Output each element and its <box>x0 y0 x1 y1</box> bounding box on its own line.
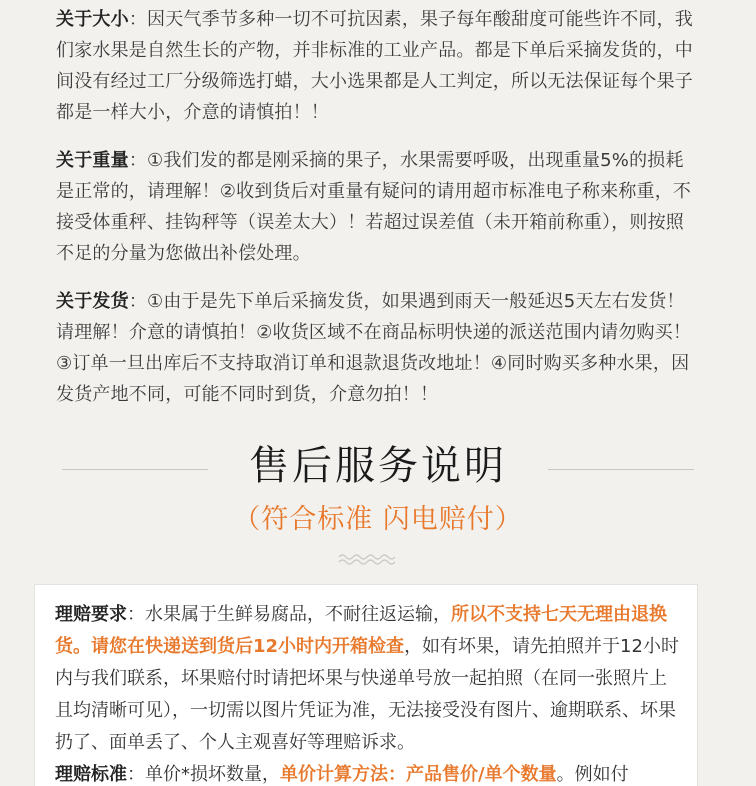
claims-requirements: 理赔要求：水果属于生鲜易腐品，不耐往返运输，所以不支持七天无理由退换货。请您在快递送到货后12小时内开箱检查，如有坏果，请先拍照并于12小时内与我们联系，坏果赔付时请把坏果与快递单号放一起拍照（在同一张照片上且均清晰可见），一切需以图片凭证为准，无法接受没有图片、逾期联系、坏果扔了、面单丢了、个人主观喜好等理赔诉求。 <box>55 604 679 753</box>
note-shipping-text: ①由于是先下单后采摘发货，如果遇到雨天一般延迟5天左右发货！请理解！介意的请慎拍！②收货区域不在商品标明快递的派送范围内请勿购买！③订单一旦出库后不支持取消订单和退款退货改地址！④同时购买多种水果，因发货产地不同，可能不同时到货，介意勿拍！！ <box>56 291 692 405</box>
note-size-label: 关于大小 <box>56 9 129 30</box>
claims-text <box>55 599 683 786</box>
note-weight-text: ①我们发的都是刚采摘的果子，水果需要呼吸，出现重量5%的损耗是正常的，请理解！②收到货后对重量有疑问的请用超市标准电子称来称重，不接受体重秤、挂钩秤等（误差太大）！若超过误差值（未开箱前称重），则按照不足的分量为您做出补偿处理。 <box>56 150 692 264</box>
wave-ornament-icon <box>338 552 396 566</box>
section-subtitle: （符合标准 闪电赔付） <box>233 504 523 535</box>
purchase-notes <box>56 4 696 427</box>
section-title: 售后服务说明 <box>249 443 507 489</box>
after-sales-heading <box>0 436 756 556</box>
note-weight: 关于重量：①我们发的都是刚采摘的果子，水果需要呼吸，出现重量5%的损耗是正常的，请理解！②收到货后对重量有疑问的请用超市标准电子称来称重，不接受体重秤、挂钩秤等（误差太大）！若超过误差值（未开箱前称重），则按照不足的分量为您做出补偿处理。 <box>56 150 692 264</box>
claims-card <box>34 584 698 786</box>
note-size: 关于大小：因天气季节多种一切不可抗因素，果子每年酸甜度可能些许不同，我们家水果是自然生长的产物，并非标准的工业产品。都是下单后采摘发货的，中间没有经过工厂分级筛选打蜡，大小选果都是人工判定，所以无法保证每个果子都是一样大小，介意的请慎拍！！ <box>56 9 694 123</box>
note-size-text: 因天气季节多种一切不可抗因素，果子每年酸甜度可能些许不同，我们家水果是自然生长的产物，并非标准的工业产品。都是下单后采摘发货的，中间没有经过工厂分级筛选打蜡，大小选果都是人工判定，所以无法保证每个果子都是一样大小，介意的请慎拍！！ <box>56 9 694 123</box>
note-weight-label: 关于重量 <box>56 150 129 171</box>
claims-requirements-label: 理赔要求 <box>55 604 127 625</box>
claims-price-method: 单价计算方法：产品售价/单个数量 <box>280 764 557 785</box>
note-shipping-label: 关于发货 <box>56 291 129 312</box>
claims-highlight: 所以不支持七天无理由退换货。请您在快递送到货后12小时内开箱检查 <box>55 604 667 657</box>
claims-standard: 理赔标准：单价*损坏数量，单价计算方法：产品售价/单个数量。例如付 <box>55 764 629 785</box>
note-shipping: 关于发货：①由于是先下单后采摘发货，如果遇到雨天一般延迟5天左右发货！请理解！介意的请慎拍！②收货区域不在商品标明快递的派送范围内请勿购买！③订单一旦出库后不支持取消订单和退款退货改地址！④同时购买多种水果，因发货产地不同，可能不同时到货，介意勿拍！！ <box>56 291 692 405</box>
claims-standard-label: 理赔标准 <box>55 764 127 785</box>
